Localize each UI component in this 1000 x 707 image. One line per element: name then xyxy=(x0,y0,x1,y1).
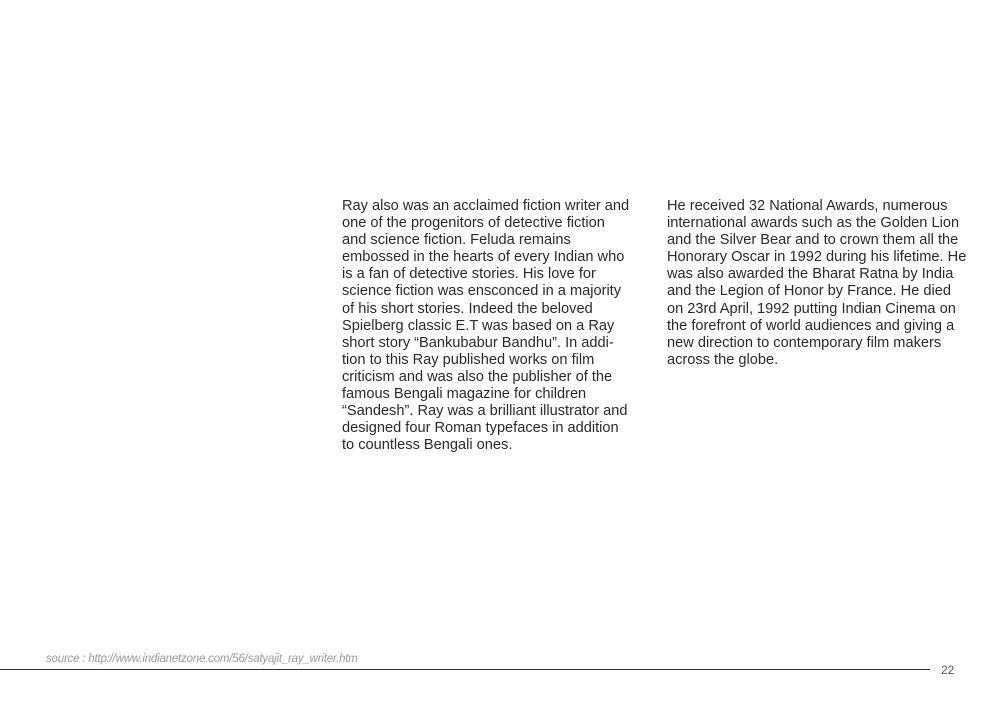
footer-divider xyxy=(0,669,930,670)
source-citation: source : http://www.indianetzone.com/56/satyajit_ray_writer.htm xyxy=(46,653,358,665)
page-number: 22 xyxy=(941,663,955,677)
body-text-right-column: He received 32 National Awards, numerous international awards such as the Golden Lion and the Silver Bear and to crown them all the Honorary Oscar in 1992 during his lifetime. He was also awarded the Bharat Ratna by India and the Legion of Honor by France. He died on 23rd April, 1992 putting Indian Cinema on the forefront of world audiences and giving a new direction to contemporary film makers across the globe. xyxy=(667,198,967,368)
body-text-left-column: Ray also was an acclaimed fiction writer and one of the progenitors of detective fiction and science fiction. Feluda remains embossed in the hearts of every Indian who is a fan of detective stories. His love for science fiction was ensconced in a majority of his short stories. Indeed the beloved Spielberg classic E.T was based on a Ray short story “Bankubabur Bandhu”. In addi- tion to this Ray published works on film criticism and was also the publisher of the famous Bengali magazine for children “Sandesh”. Ray was a brilliant illustrator and designed four Roman typefaces in addition to countless Bengali ones. xyxy=(342,198,630,454)
